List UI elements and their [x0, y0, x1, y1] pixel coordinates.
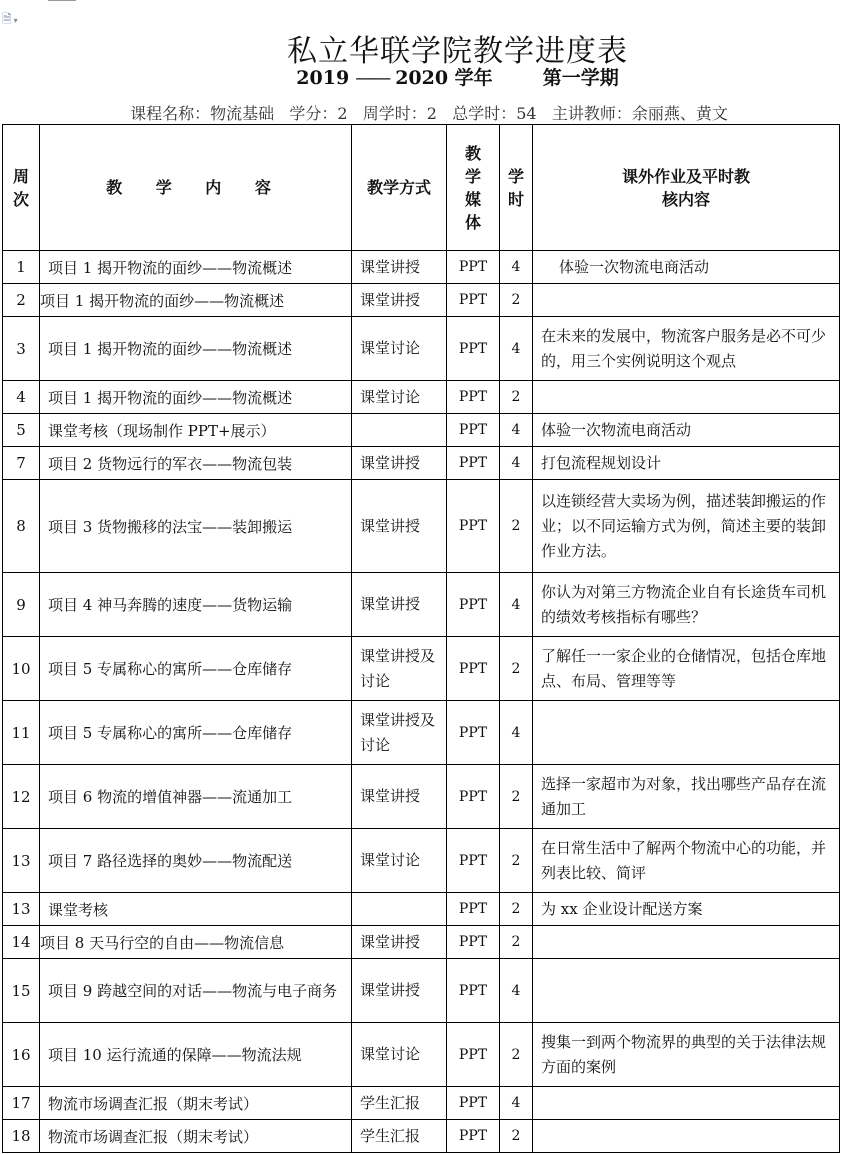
year-start: 2019 [296, 67, 350, 89]
page-title: 私立华联学院教学进度表 [287, 34, 628, 70]
cell-homework [533, 1087, 840, 1120]
cell-media: PPT [447, 414, 500, 447]
cell-media: PPT [447, 447, 500, 480]
cell-hours: 4 [500, 1087, 533, 1120]
cell-content: 项目 5 专属称心的寓所——仓库储存 [40, 637, 352, 701]
table-row [3, 381, 840, 414]
cell-media: PPT [447, 1023, 500, 1087]
cell-content: 项目 8 天马行空的自由——物流信息 [40, 926, 352, 959]
cell-week: 14 [3, 926, 40, 959]
cell-content: 项目 7 路径选择的奥妙——物流配送 [40, 829, 352, 893]
header-week [3, 125, 40, 251]
cell-content: 项目 6 物流的增值神器——流通加工 [40, 765, 352, 829]
year-end: 2020 学年 [395, 67, 493, 89]
cell-content: 物流市场调查汇报（期末考试） [40, 1087, 352, 1120]
cell-content: 项目 10 运行流通的保障——物流法规 [40, 1023, 352, 1087]
cell-week: 9 [3, 573, 40, 637]
cell-method: 课堂讲授 [352, 284, 447, 317]
cell-method [352, 893, 447, 926]
cell-homework: 体验一次物流电商活动 [533, 414, 840, 447]
cell-hours: 4 [500, 701, 533, 765]
cell-homework [533, 1120, 840, 1153]
cell-media: PPT [447, 317, 500, 381]
table-row [3, 414, 840, 447]
header-media [447, 125, 500, 251]
table-row [3, 284, 840, 317]
table-row [3, 959, 840, 1023]
cell-media: PPT [447, 701, 500, 765]
cell-homework: 打包流程规划设计 [533, 447, 840, 480]
header-rule [48, 0, 76, 1]
cell-hours: 2 [500, 893, 533, 926]
cell-method: 课堂讲授 [352, 926, 447, 959]
cell-media: PPT [447, 1087, 500, 1120]
cell-hours: 4 [500, 447, 533, 480]
cell-hours: 2 [500, 480, 533, 573]
cell-homework: 了解任一一家企业的仓储情况，包括仓库地点、布局、管理等等 [533, 637, 840, 701]
cell-method: 学生汇报 [352, 1120, 447, 1153]
cell-method [352, 414, 447, 447]
cell-method: 课堂讲授 [352, 765, 447, 829]
cell-homework: 选择一家超市为对象，找出哪些产品存在流通加工 [533, 765, 840, 829]
table-row [3, 893, 840, 926]
table-header-row [3, 125, 840, 251]
header-hours-text: 学时 [507, 166, 524, 209]
cell-week: 2 [3, 284, 40, 317]
header-content-text: 教 学 内 容 [106, 178, 285, 197]
table-row [3, 829, 840, 893]
cell-hours: 4 [500, 251, 533, 284]
table-row [3, 1087, 840, 1120]
cell-hours: 2 [500, 829, 533, 893]
cell-week: 8 [3, 480, 40, 573]
year-dash: —— [355, 67, 390, 89]
cell-method: 课堂讲授 [352, 573, 447, 637]
header-method: 教学方式 [352, 125, 447, 251]
cell-media: PPT [447, 284, 500, 317]
cell-homework [533, 284, 840, 317]
cell-media: PPT [447, 765, 500, 829]
header-hours [500, 125, 533, 251]
cell-week: 13 [3, 829, 40, 893]
table-row [3, 926, 840, 959]
cell-media: PPT [447, 480, 500, 573]
cell-week: 1 [3, 251, 40, 284]
cell-homework [533, 959, 840, 1023]
cell-method: 课堂讨论 [352, 381, 447, 414]
cell-week: 5 [3, 414, 40, 447]
cell-hours: 2 [500, 926, 533, 959]
cell-method: 课堂讲授 [352, 959, 447, 1023]
cell-homework [533, 381, 840, 414]
header-homework-text: 课外作业及平时教核内容 [621, 166, 750, 209]
cell-week: 12 [3, 765, 40, 829]
cell-method: 课堂讲授及讨论 [352, 637, 447, 701]
header-week-text: 周次 [12, 166, 29, 209]
table-row [3, 701, 840, 765]
header-content [40, 125, 352, 251]
cell-hours: 4 [500, 317, 533, 381]
cell-hours: 4 [500, 573, 533, 637]
cell-media: PPT [447, 829, 500, 893]
cell-content: 课堂考核 [40, 893, 352, 926]
academic-year [0, 63, 841, 90]
cell-content: 课堂考核（现场制作 PPT+展示） [40, 414, 352, 447]
cell-media: PPT [447, 251, 500, 284]
header-homework [533, 125, 840, 251]
cell-method: 课堂讨论 [352, 829, 447, 893]
table-row [3, 765, 840, 829]
cell-content: 物流市场调查汇报（期末考试） [40, 1120, 352, 1153]
cell-week: 18 [3, 1120, 40, 1153]
cell-media: PPT [447, 637, 500, 701]
cell-homework [533, 701, 840, 765]
cell-method: 课堂讨论 [352, 1023, 447, 1087]
table-row [3, 317, 840, 381]
cell-hours: 2 [500, 284, 533, 317]
cell-hours: 2 [500, 637, 533, 701]
cell-homework: 搜集一到两个物流界的典型的关于法律法规方面的案例 [533, 1023, 840, 1087]
header-media-text: 教学媒体 [464, 143, 481, 232]
schedule-table [2, 124, 840, 1153]
table-row [3, 1023, 840, 1087]
course-info: 课程名称：物流基础 学分：2 周学时：2 总学时：54 主讲教师：余丽燕、黄文 [130, 104, 728, 123]
cell-method: 课堂讲授 [352, 251, 447, 284]
cell-hours: 2 [500, 765, 533, 829]
cell-homework: 以连锁经营大卖场为例，描述装卸搬运的作业；以不同运输方式为例，简述主要的装卸作业方法。 [533, 480, 840, 573]
cell-content: 项目 5 专属称心的寓所——仓库储存 [40, 701, 352, 765]
cell-media: PPT [447, 959, 500, 1023]
table-row [3, 1120, 840, 1153]
cell-content: 项目 1 揭开物流的面纱——物流概述 [40, 251, 352, 284]
table-row [3, 637, 840, 701]
cell-week: 13 [3, 893, 40, 926]
semester: 第一学期 [542, 67, 619, 89]
cell-content: 项目 4 神马奔腾的速度——货物运输 [40, 573, 352, 637]
cell-hours: 2 [500, 381, 533, 414]
cell-content: 项目 9 跨越空间的对话——物流与电子商务 [40, 959, 352, 1023]
cell-homework: 为 xx 企业设计配送方案 [533, 893, 840, 926]
cell-method: 课堂讨论 [352, 317, 447, 381]
table-row [3, 447, 840, 480]
cell-hours: 2 [500, 1120, 533, 1153]
cell-content: 项目 3 货物搬移的法宝——装卸搬运 [40, 480, 352, 573]
cell-media: PPT [447, 893, 500, 926]
cell-hours: 4 [500, 959, 533, 1023]
cell-method: 课堂讲授及讨论 [352, 701, 447, 765]
cell-homework [533, 926, 840, 959]
cell-week: 17 [3, 1087, 40, 1120]
cell-content: 项目 1 揭开物流的面纱——物流概述 [40, 381, 352, 414]
cell-week: 10 [3, 637, 40, 701]
cell-homework: 你认为对第三方物流企业自有长途货车司机的绩效考核指标有哪些？ [533, 573, 840, 637]
cell-media: PPT [447, 573, 500, 637]
cell-week: 15 [3, 959, 40, 1023]
table-row [3, 480, 840, 573]
cell-week: 3 [3, 317, 40, 381]
cell-week: 16 [3, 1023, 40, 1087]
cell-homework: 体验一次物流电商活动 [533, 251, 840, 284]
cell-media: PPT [447, 381, 500, 414]
table-row [3, 251, 840, 284]
cell-method: 课堂讲授 [352, 480, 447, 573]
cell-content: 项目 2 货物远行的军衣——物流包装 [40, 447, 352, 480]
cell-week: 4 [3, 381, 40, 414]
cell-method: 学生汇报 [352, 1087, 447, 1120]
cell-media: PPT [447, 926, 500, 959]
cell-week: 7 [3, 447, 40, 480]
cell-hours: 4 [500, 414, 533, 447]
cell-homework: 在未来的发展中，物流客户服务是必不可少的，用三个实例说明这个观点 [533, 317, 840, 381]
cell-week: 11 [3, 701, 40, 765]
cell-media: PPT [447, 1120, 500, 1153]
cell-method: 课堂讲授 [352, 447, 447, 480]
table-row [3, 573, 840, 637]
cell-hours: 2 [500, 1023, 533, 1087]
document-icon: 🗎 ▾ [2, 12, 18, 26]
cell-homework: 在日常生活中了解两个物流中心的功能，并列表比较、简评 [533, 829, 840, 893]
cell-content: 项目 1 揭开物流的面纱——物流概述 [40, 284, 352, 317]
cell-content: 项目 1 揭开物流的面纱——物流概述 [40, 317, 352, 381]
